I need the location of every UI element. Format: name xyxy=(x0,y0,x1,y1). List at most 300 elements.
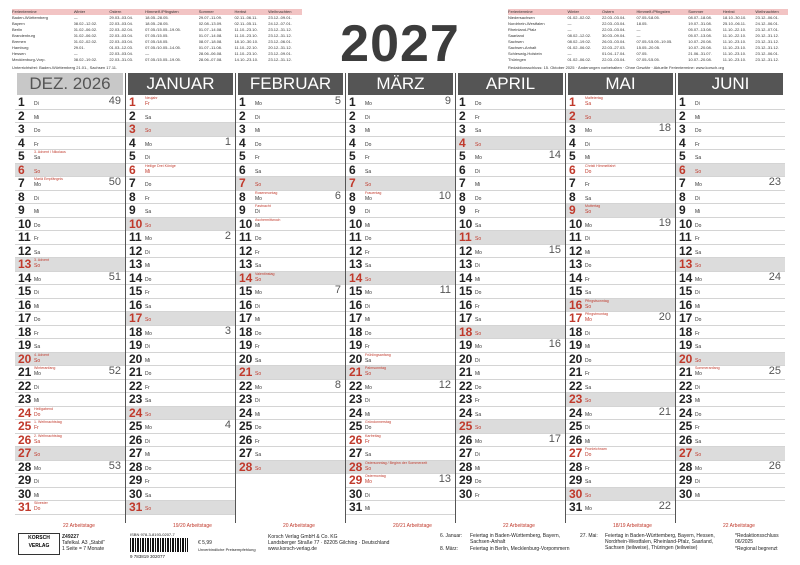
day-number: 18 xyxy=(349,324,363,339)
holiday-table-header-cell: Herbst xyxy=(234,9,247,14)
day-row xyxy=(346,272,455,286)
day-number: 12 xyxy=(569,243,583,258)
day-row xyxy=(456,407,565,421)
day-row xyxy=(566,461,675,475)
day-row xyxy=(15,272,125,286)
day-row xyxy=(346,420,455,434)
day-number: 9 xyxy=(129,203,136,217)
weekday-label: Mo xyxy=(475,344,482,350)
day-row xyxy=(676,407,785,421)
day-number: 18 xyxy=(239,324,253,339)
day-number: 17 xyxy=(679,311,693,325)
day-note: Mariä Empfängnis xyxy=(34,177,63,181)
weekday-label: Fr xyxy=(145,384,150,391)
weekday-label: Di xyxy=(365,209,370,215)
holiday-table-cell: — xyxy=(567,27,572,32)
weekday-label: Mo xyxy=(34,276,41,283)
day-note: Silvester xyxy=(34,501,48,505)
day-row xyxy=(676,191,785,205)
holiday-table-cell: 01.07.-11.08. xyxy=(198,45,222,50)
weekday-label: Mo xyxy=(475,249,482,256)
holiday-table-cell: 02.11.-05.11. xyxy=(234,21,258,26)
holiday-table-header-cell: Himmelf./Pfingsten xyxy=(636,9,671,14)
day-number: 1 xyxy=(18,95,25,109)
holiday-table-cell: 21.06.-31.07. xyxy=(688,51,712,56)
day-row xyxy=(566,434,675,448)
holiday-table-cell: Saarland xyxy=(508,33,525,38)
holiday-table-cell: 01.02.-06.02. xyxy=(73,33,98,38)
day-row xyxy=(566,380,675,394)
day-number: 28 xyxy=(18,459,32,474)
weekday-label: Fr xyxy=(585,276,590,283)
day-number: 11 xyxy=(349,230,362,244)
holiday-table-cell: 08.02.-19.02. xyxy=(73,57,98,62)
day-row xyxy=(236,272,345,286)
day-number: 3 xyxy=(679,122,686,136)
arbeitstage-label: 18/19 Arbeitstage xyxy=(613,523,652,529)
holiday-table-cell: 07.05./15.05.-19.05. xyxy=(145,27,181,32)
day-row xyxy=(456,177,565,191)
day-row xyxy=(566,218,675,232)
day-row xyxy=(236,420,345,434)
day-row xyxy=(236,339,345,353)
weekday-label: So xyxy=(255,465,262,472)
day-row xyxy=(346,488,455,502)
weekday-label: So xyxy=(365,276,372,283)
week-number: 26 xyxy=(768,459,781,472)
day-row xyxy=(15,164,125,178)
day-note: Christi Himmelfahrt xyxy=(585,163,616,168)
weekday-label: Di xyxy=(255,114,260,121)
day-row xyxy=(456,96,565,110)
day-number: 15 xyxy=(679,284,693,298)
day-number: 13 xyxy=(679,257,693,271)
weekday-label: Fr xyxy=(145,195,150,202)
holiday-table-cell: 01.02.-06.02. xyxy=(567,45,592,50)
day-row xyxy=(676,447,785,461)
day-number: 15 xyxy=(349,284,363,298)
weekday-label: Fr xyxy=(475,398,480,404)
day-number: 23 xyxy=(239,392,253,406)
holiday-table-cell: Bremen xyxy=(12,39,27,44)
holiday-table-cell: 11.10.-23.10. xyxy=(234,27,258,32)
weekday-label: Fr xyxy=(34,330,39,337)
day-row xyxy=(126,150,235,164)
ean-number: 9 783819 302077 xyxy=(130,554,166,559)
holiday-table-cell: 26.03.-03.04. xyxy=(601,39,626,44)
holiday-table-cell: 11.10.-22.10. xyxy=(234,45,258,50)
holiday-table-cell: 07.05./15.05.-19.05. xyxy=(145,57,181,62)
day-row xyxy=(236,123,345,137)
holiday-table-cell: Baden-Württemberg xyxy=(12,15,49,20)
day-row xyxy=(566,326,675,340)
day-number: 30 xyxy=(18,486,32,501)
day-number: 1 xyxy=(569,95,576,109)
day-number: 17 xyxy=(239,311,253,325)
weekday-label: Sa xyxy=(34,155,41,161)
holiday-table-cell: 01.04.-17.04. xyxy=(601,51,626,56)
day-number: 15 xyxy=(18,284,32,298)
weekday-label: So xyxy=(475,425,482,431)
week-number: 13 xyxy=(438,473,451,485)
holiday-table-cell: 08.02.-12.02. xyxy=(567,33,592,38)
weekday-label: Mo xyxy=(365,195,372,202)
day-number: 23 xyxy=(349,392,363,406)
day-row xyxy=(456,123,565,137)
day-row xyxy=(566,177,675,191)
day-number: 3 xyxy=(18,122,25,136)
day-row xyxy=(456,420,565,434)
day-number: 6 xyxy=(18,162,25,177)
day-row xyxy=(236,380,345,394)
weekday-label: Mi xyxy=(34,209,40,215)
day-number: 5 xyxy=(349,149,356,163)
weekday-label: Do xyxy=(695,411,702,418)
day-number: 3 xyxy=(239,122,246,136)
weekday-label: Mi xyxy=(695,303,701,310)
day-row xyxy=(676,137,785,151)
weekday-label: Mi xyxy=(145,263,151,269)
month-days xyxy=(126,96,235,515)
weekday-label: So xyxy=(695,357,702,364)
day-row xyxy=(236,353,345,367)
day-row xyxy=(346,407,455,421)
weekday-label: Mo xyxy=(145,330,152,337)
weekday-label: Di xyxy=(145,438,150,445)
day-note: Maifeiertag xyxy=(585,96,603,100)
day-number: 4 xyxy=(349,135,356,150)
day-row xyxy=(346,299,455,313)
day-row xyxy=(676,150,785,164)
week-number: 53 xyxy=(108,459,121,472)
weekday-label: Do xyxy=(34,506,41,512)
weekday-label: Fr xyxy=(365,155,370,161)
day-row xyxy=(456,191,565,205)
weekday-label: Di xyxy=(695,101,700,107)
day-row xyxy=(456,218,565,232)
day-row xyxy=(566,96,675,110)
holiday-table-cell: 01.07.-14.08. xyxy=(198,27,223,32)
day-note: Karfreitag xyxy=(365,433,381,438)
day-number: 12 xyxy=(349,243,363,258)
day-number: 20 xyxy=(349,351,363,366)
day-number: 10 xyxy=(349,216,363,231)
day-note: Fastnacht xyxy=(255,204,271,208)
day-note: Gründonnerstag xyxy=(365,420,391,424)
day-number: 2 xyxy=(349,108,356,123)
weekday-label: Sa xyxy=(585,479,592,485)
month-header: JUNI xyxy=(678,73,783,95)
weekday-label: Mi xyxy=(145,357,151,364)
weekday-label: Di xyxy=(695,384,700,391)
holiday-table-row xyxy=(12,57,302,63)
weekday-label: Sa xyxy=(145,303,152,310)
weekday-label: Mo xyxy=(365,479,372,485)
weekday-label: Di xyxy=(34,101,39,107)
day-number: 23 xyxy=(129,392,143,406)
day-number: 24 xyxy=(129,405,143,420)
day-row xyxy=(566,285,675,299)
day-row xyxy=(236,191,345,205)
day-row xyxy=(456,474,565,488)
week-number: 3 xyxy=(224,324,231,337)
month-column xyxy=(15,73,125,523)
day-note: Ostermontag xyxy=(365,474,386,478)
weekday-label: Mi xyxy=(255,411,261,418)
day-note: Heilige Drei Könige xyxy=(145,163,176,168)
day-row xyxy=(456,164,565,178)
day-row xyxy=(456,488,565,502)
day-number: 25 xyxy=(239,419,253,433)
holiday-table-cell: — xyxy=(73,51,78,56)
week-number: 16 xyxy=(548,338,561,350)
week-number: 17 xyxy=(548,432,561,445)
day-row xyxy=(126,461,235,475)
holiday-table-cell: 20.12.-31.12. xyxy=(268,45,292,50)
weekday-label: Di xyxy=(145,249,150,256)
day-row xyxy=(456,339,565,353)
weekday-label: Mi xyxy=(34,114,40,121)
weekday-label: Mi xyxy=(475,371,481,377)
day-row xyxy=(676,326,785,340)
day-number: 21 xyxy=(459,365,473,379)
day-number: 5 xyxy=(129,149,136,163)
day-row xyxy=(15,447,125,461)
day-number: 30 xyxy=(569,486,583,501)
day-number: 28 xyxy=(349,459,363,474)
day-number: 8 xyxy=(569,189,576,204)
day-note: 1. Weihnachtstag xyxy=(34,420,62,424)
day-row xyxy=(126,245,235,259)
day-row xyxy=(456,447,565,461)
weekday-label: Do xyxy=(475,290,482,296)
day-row xyxy=(15,123,125,137)
weekday-label: Sa xyxy=(475,317,482,323)
weekday-label: Sa xyxy=(255,357,262,364)
day-row xyxy=(236,258,345,272)
holiday-table-cell: 22.03.-31.03. xyxy=(109,57,133,62)
arbeitstage-label: 20/21 Arbeitstage xyxy=(393,523,432,529)
holiday-table-cell: 18.05.-28.05. xyxy=(145,21,169,26)
holiday-table-cell: 07.05./15.05. xyxy=(145,33,169,38)
week-number: 10 xyxy=(438,189,451,202)
weekday-label: So xyxy=(145,506,152,512)
day-number: 25 xyxy=(129,419,143,433)
day-row xyxy=(566,501,675,515)
day-row xyxy=(236,285,345,299)
day-row xyxy=(236,312,345,326)
day-number: 1 xyxy=(679,95,686,109)
day-row xyxy=(15,366,125,380)
day-number: 13 xyxy=(18,257,32,271)
day-row xyxy=(346,164,455,178)
weekday-label: Sa xyxy=(585,384,592,391)
day-number: 5 xyxy=(18,149,25,163)
weekday-label: Mo xyxy=(585,222,592,229)
day-number: 7 xyxy=(349,176,356,190)
day-number: 8 xyxy=(18,189,25,204)
day-row xyxy=(236,299,345,313)
weekday-label: Do xyxy=(585,168,592,175)
day-row xyxy=(676,218,785,232)
day-row xyxy=(236,137,345,151)
weekday-label: Mi xyxy=(365,317,371,323)
weekday-label: Fr xyxy=(34,236,39,242)
day-number: 18 xyxy=(679,324,693,339)
day-note: Frauentag xyxy=(365,190,382,195)
day-number: 17 xyxy=(569,311,583,325)
day-number: 21 xyxy=(129,365,143,379)
weekday-label: Do xyxy=(695,222,702,229)
day-note: Pfingstsonntag xyxy=(585,298,609,303)
weekday-label: Di xyxy=(585,330,590,337)
week-number: 18 xyxy=(658,122,671,134)
weekday-label: Di xyxy=(585,236,590,242)
weekday-label: Sa xyxy=(365,452,372,458)
weekday-label: Di xyxy=(34,290,39,296)
holiday-table-header-cell: Sommer xyxy=(198,9,214,14)
weekday-label: Sa xyxy=(34,249,41,256)
weekday-label: So xyxy=(365,371,372,377)
holiday-table-row xyxy=(508,57,788,63)
day-row xyxy=(456,150,565,164)
weekday-label: Mo xyxy=(365,290,372,296)
holiday-table-header-cell: Herbst xyxy=(722,9,735,14)
day-number: 4 xyxy=(129,135,136,150)
weekday-label: Fr xyxy=(365,438,370,445)
day-row xyxy=(15,312,125,326)
holiday-table-cell: Nordrhein-Westfalen xyxy=(508,21,545,26)
day-number: 20 xyxy=(569,351,583,366)
day-row xyxy=(126,123,235,137)
day-number: 11 xyxy=(679,230,692,244)
day-number: 5 xyxy=(679,149,686,163)
day-number: 14 xyxy=(18,270,32,285)
day-number: 11 xyxy=(18,230,31,244)
day-row xyxy=(346,177,455,191)
day-row xyxy=(15,204,125,218)
day-number: 28 xyxy=(679,459,693,474)
weekday-label: Do xyxy=(255,141,262,148)
holiday-table-cell: 07.05./15.05. xyxy=(636,57,660,62)
day-row xyxy=(236,366,345,380)
holiday-table-cell: — xyxy=(567,21,572,26)
day-number: 15 xyxy=(239,284,253,298)
weekday-label: Do xyxy=(475,479,482,485)
week-number: 8 xyxy=(334,378,341,391)
day-row xyxy=(15,258,125,272)
day-row xyxy=(15,326,125,340)
holiday-table-cell: 24.12.-06.01. xyxy=(755,21,779,26)
holiday-table-cell: — xyxy=(636,33,641,38)
holiday-table-header-cell: Sommer xyxy=(688,9,704,14)
day-row xyxy=(676,380,785,394)
holiday-table-cell: 11.10.-23.10. xyxy=(722,51,747,56)
weekday-label: Mi xyxy=(475,276,481,283)
weekday-label: Do xyxy=(365,330,372,337)
day-row xyxy=(126,299,235,313)
day-number: 1 xyxy=(129,95,136,109)
day-number: 17 xyxy=(459,311,473,325)
day-number: 3 xyxy=(569,122,576,136)
day-note: Pfingstmontag xyxy=(585,312,608,316)
holiday-table-cell: 23.12.-31.12. xyxy=(268,27,292,32)
weekday-label: Fr xyxy=(475,114,480,121)
month-header: MÄRZ xyxy=(348,73,453,95)
holiday-table-cell: — xyxy=(567,51,572,56)
day-row xyxy=(15,191,125,205)
holiday-table-cell: 11.10.-23.10. xyxy=(722,45,747,50)
arbeitstage-label: 20 Arbeitstage xyxy=(283,523,315,529)
arbeitstage-label: 22 Arbeitstage xyxy=(723,523,755,529)
day-row xyxy=(566,447,675,461)
holiday-table-cell: Hessen xyxy=(12,51,26,56)
weekday-label: Mo xyxy=(585,411,592,418)
weekday-label: Fr xyxy=(145,290,150,296)
holiday-table-right xyxy=(508,9,788,63)
day-row xyxy=(236,150,345,164)
day-number: 31 xyxy=(18,500,32,514)
day-row xyxy=(126,447,235,461)
holiday-note-right: Redaktionsschluss: 15. Oktober 2025 · Änderungen vorbehalten · Ohne Gewähr · Aktuelle Ferientermine: www.korsch.org xyxy=(508,65,725,70)
weekday-label: Mo xyxy=(145,425,152,431)
weekday-label: So xyxy=(365,465,372,472)
weekday-label: Mi xyxy=(365,222,371,229)
holiday-table-cell: 11.10.-23.10. xyxy=(722,57,747,62)
day-row xyxy=(676,96,785,110)
day-row xyxy=(346,447,455,461)
day-row xyxy=(236,204,345,218)
day-number: 14 xyxy=(239,270,253,285)
note-a-text: Feiertag in Baden-Württemberg, Bayern, Sachsen-Anhalt xyxy=(470,533,561,545)
weekday-label: Fr xyxy=(585,465,590,472)
day-row xyxy=(236,110,345,124)
weekday-label: Do xyxy=(475,384,482,391)
day-row xyxy=(15,231,125,245)
day-number: 18 xyxy=(129,324,143,339)
day-number: 26 xyxy=(569,432,583,447)
day-number: 21 xyxy=(569,365,583,379)
weekday-label: Mi xyxy=(585,438,591,445)
day-row xyxy=(126,231,235,245)
weekday-label: So xyxy=(255,276,262,283)
day-number: 24 xyxy=(459,405,473,420)
month-header: JANUAR xyxy=(128,73,233,95)
week-number: 6 xyxy=(334,189,341,202)
holiday-table-cell: 10.07.-20.08. xyxy=(688,45,712,50)
day-row xyxy=(566,420,675,434)
weekday-label: Do xyxy=(255,425,262,431)
week-number: 7 xyxy=(334,284,341,296)
day-row xyxy=(346,461,455,475)
day-row xyxy=(346,339,455,353)
weekday-label: Fr xyxy=(34,425,39,431)
day-number: 10 xyxy=(569,216,583,231)
day-row xyxy=(236,326,345,340)
weekday-label: Fr xyxy=(475,209,480,215)
holiday-table-cell: Bayern xyxy=(12,21,25,26)
day-number: 1 xyxy=(459,95,466,109)
holiday-table-cell: 28.06.-06.08. xyxy=(198,51,223,56)
day-row xyxy=(566,164,675,178)
weekday-label: Di xyxy=(475,263,480,269)
day-number: 22 xyxy=(679,378,693,393)
day-row xyxy=(346,380,455,394)
day-row xyxy=(126,191,235,205)
day-row xyxy=(676,164,785,178)
day-row xyxy=(676,245,785,259)
day-number: 6 xyxy=(129,162,136,177)
